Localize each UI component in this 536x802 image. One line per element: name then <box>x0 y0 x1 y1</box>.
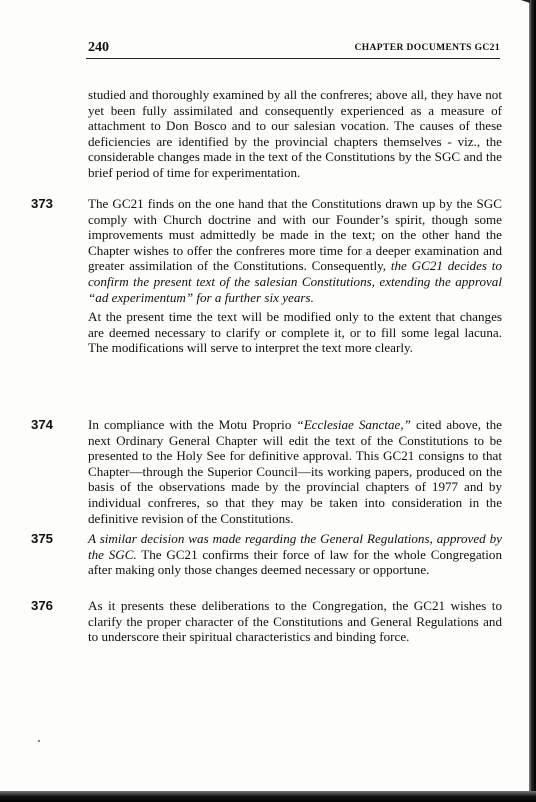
paragraph-375-rest: The GC21 confirms their force of law for the whole Congregation after making only those changes deemed necessary or opportune. <box>88 546 502 578</box>
section-number: 375 <box>31 531 54 546</box>
section-number: 376 <box>31 598 54 613</box>
paragraph-373-lead: The GC21 finds on the one hand that the Constitutions drawn up by the SGC comply with Church doctrine and with our Founder’s spirit, though some improvements must admittedly be made in the text; on the other hand the Chapter wishes to offer the confreres more time for a deeper examination and greater assimilation of the Constitutions. Consequently, <box>88 196 502 274</box>
page-edge-bottom <box>0 791 536 802</box>
intro-paragraph-block <box>88 87 502 181</box>
paragraph-374 <box>88 417 502 526</box>
paragraph-373-1 <box>88 196 502 305</box>
page-edge-right <box>529 0 536 802</box>
section-374 <box>31 417 502 526</box>
page-header <box>86 40 500 59</box>
paragraph-373-2: At the present time the text will be modified only to the extent that changes are deemed necessary to clarify or complete it, or to fill some legal lacuna. The modifications will serve to interpret the text more clearly. <box>88 309 502 356</box>
section-376 <box>31 598 502 645</box>
page-corner-fold <box>512 0 530 13</box>
page-number: 240 <box>88 40 109 55</box>
section-number: 374 <box>31 417 54 432</box>
section-375 <box>31 531 502 578</box>
paragraph-374-motu-proprio-title: “Ecclesiae Sanctae,” <box>296 417 411 432</box>
paragraph-374-rest: cited above, the next Ordinary General Chapter will edit the text of the Constitutions to be presented to the Holy See for definitive approval. This GC21 consigns to that Chapter—through the Superior Council—its working papers, produced on the basis of the observations made by the provincial chapters of 1977 and by individual confreres, so that they may be taken into consideration in the definitive revision of the Constitutions. <box>88 417 502 526</box>
paragraph-375 <box>88 531 502 578</box>
section-number: 373 <box>31 196 54 211</box>
speck-mark <box>38 740 40 742</box>
paragraph-374-lead: In compliance with the Motu Proprio <box>88 417 297 432</box>
paragraph-373-decision: the GC21 decides to confirm the present text of the salesian Constitutions, extending the approval “ad experimentum” for a further six years. <box>88 258 502 305</box>
running-head: CHAPTER DOCUMENTS GC21 <box>354 43 500 53</box>
paragraph-375-italic: A similar decision was made regarding the General Regulations, approved by the SGC. <box>88 531 502 562</box>
intro-paragraph: studied and thoroughly examined by all the confreres; above all, they have not yet been fully assimilated and consequently experienced as a measure of attachment to Don Bosco and to our salesian vocation. The causes of these deficiencies are identified by the provincial chapters themselves - viz., the considerable changes made in the text of the Constitutions by the SGC and the brief period of time for experimentation. <box>88 87 502 180</box>
section-373 <box>31 196 502 356</box>
paragraph-376: As it presents these deliberations to the Congregation, the GC21 wishes to clarify the proper character of the Constitutions and General Regulations and to underscore their spiritual characteristics and binding force. <box>88 598 502 645</box>
